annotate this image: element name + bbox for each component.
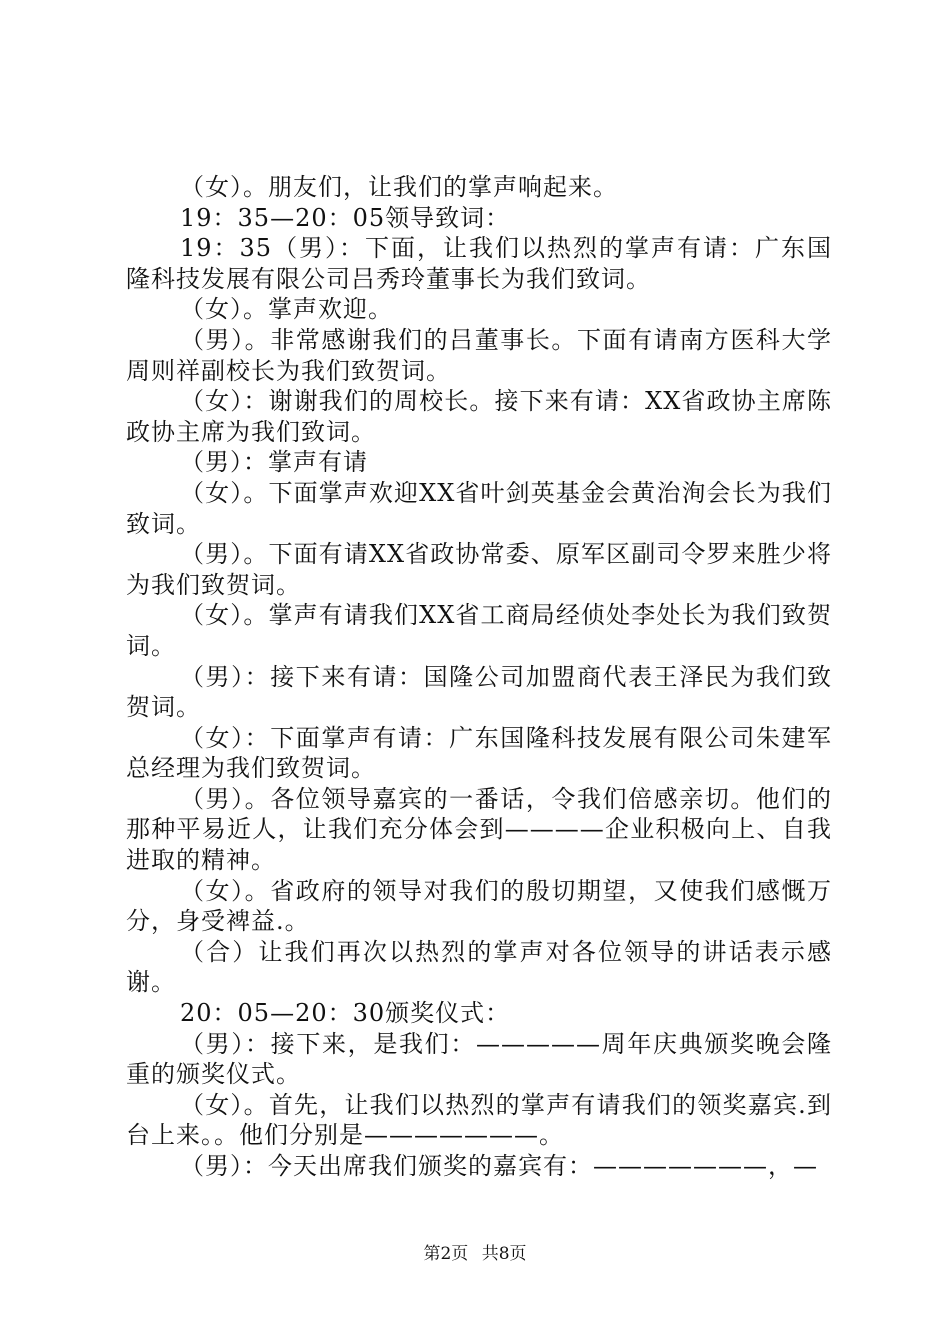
paragraph: （男）：接下来有请：国隆公司加盟商代表王泽民为我们致贺词。 bbox=[126, 662, 832, 722]
page-footer bbox=[0, 1244, 950, 1264]
paragraph: （女）。掌声欢迎。 bbox=[180, 295, 393, 324]
document-body bbox=[126, 172, 832, 1182]
paragraph: （女）。朋友们，让我们的掌声响起来。 bbox=[180, 173, 618, 201]
paragraph: （女）：谢谢我们的周校长。接下来有请：XX省政协主席陈政协主席为我们致词。 bbox=[126, 387, 832, 446]
section-heading-leader-speech: 19：35—20：05领导致词： bbox=[180, 203, 511, 232]
paragraph: （男）。非常感谢我们的吕董事长。下面有请南方医科大学周则祥副校长为我们致贺词。 bbox=[126, 325, 832, 385]
paragraph: （男）：接下来，是我们：—————周年庆典颁奖晚会隆重的颁奖仪式。 bbox=[126, 1029, 832, 1089]
paragraph: （女）。下面掌声欢迎XX省叶剑英基金会黄治洵会长为我们致词。 bbox=[126, 478, 832, 538]
paragraph: （合）让我们再次以热烈的掌声对各位领导的讲话表示感谢。 bbox=[126, 937, 832, 997]
paragraph: （女）。掌声有请我们XX省工商局经侦处李处长为我们致贺词。 bbox=[126, 601, 832, 660]
paragraph: （男）。各位领导嘉宾的一番话，令我们倍感亲切。他们的那种平易近人，让我们充分体会到————企业积极向上、自我进取的精神。 bbox=[126, 784, 832, 875]
paragraph: （男）：今天出席我们颁奖的嘉宾有：———————，— bbox=[180, 1152, 818, 1180]
paragraph: （女）。省政府的领导对我们的殷切期望，又使我们感慨万分，身受裨益.。 bbox=[126, 876, 832, 936]
page-total: 共8页 bbox=[481, 1244, 527, 1264]
paragraph: （女）：下面掌声有请：广东国隆科技发展有限公司朱建军总经理为我们致贺词。 bbox=[126, 723, 832, 783]
paragraph: （男）：掌声有请 bbox=[180, 448, 368, 477]
paragraph: （女）。首先，让我们以热烈的掌声有请我们的领奖嘉宾.到台上来。。他们分别是———————。 bbox=[126, 1090, 832, 1150]
paragraph: 19：35（男）：下面，让我们以热烈的掌声有请：广东国隆科技发展有限公司吕秀玲董事长为我们致词。 bbox=[126, 234, 832, 293]
page-number: 第2页 bbox=[423, 1244, 469, 1264]
section-heading-award-ceremony: 20：05—20：30颁奖仪式： bbox=[180, 999, 511, 1028]
paragraph: （男）。下面有请XX省政协常委、原军区副司令罗来胜少将为我们致贺词。 bbox=[126, 540, 832, 599]
